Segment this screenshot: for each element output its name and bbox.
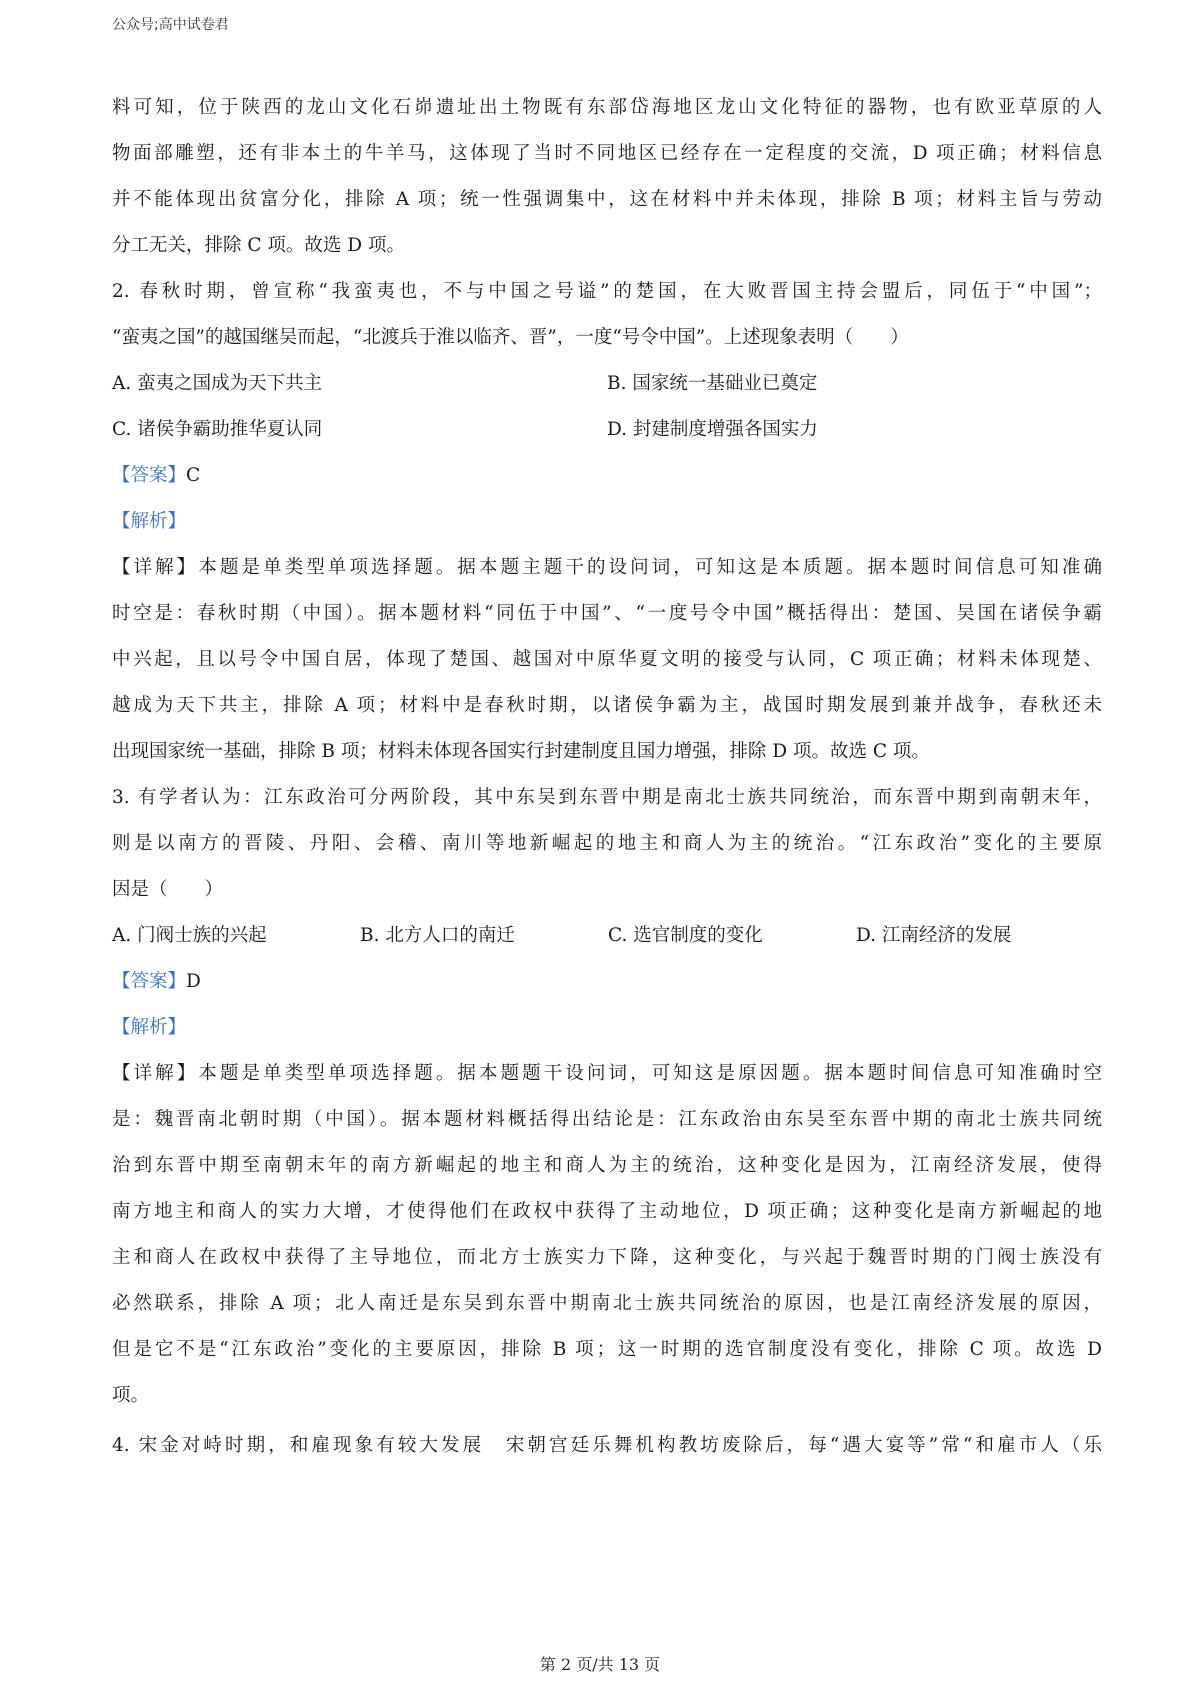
detail-tag: 【详解】 <box>112 1063 199 1084</box>
detail-line: 但是它不是“江东政治”变化的主要原因，排除 B 项；这一时期的选官制度没有变化，排除 C 项。故选 D <box>112 1339 1102 1360</box>
question-4 <box>112 1423 1102 1469</box>
text-line: 物面部雕塑，还有非本土的牛羊马，这体现了当时不同地区已经存在一定程度的交流，D 项正确；材料信息 <box>112 143 1102 164</box>
text-line: 并不能体现出贫富分化，排除 A 项；统一性强调集中，这在材料中并未体现，排除 B 项；材料主旨与劳动 <box>112 189 1102 210</box>
answer-tag: 【答案】 <box>112 465 187 486</box>
detail-line: 【详解】本题是单类型单项选择题。据本题主题干的设问词，可知这是本质题。据本题时间信息可知准确 <box>112 557 1102 578</box>
answer-value: C <box>186 465 201 486</box>
detail-line: 项。 <box>112 1385 150 1406</box>
answer-line <box>112 959 1102 1005</box>
detail-tag: 【详解】 <box>112 557 199 578</box>
option-list <box>112 361 1102 453</box>
option-b: B. 国家统一基础业已奠定 <box>607 373 818 394</box>
answer-tag: 【答案】 <box>112 971 187 992</box>
option-a: A. 蛮夷之国成为天下共主 <box>112 373 323 394</box>
question-stem: 3. 有学者认为：江东政治可分两阶段，其中东吴到东晋中期是南北士族共同统治，而东晋中期到南朝末年， <box>112 787 1102 808</box>
answer-line <box>112 453 1102 499</box>
detail-line: 南方地主和商人的实力大增，才使得他们在政权中获得了主动地位，D 项正确；这种变化是南方新崛起的地 <box>112 1201 1102 1222</box>
question-2 <box>112 269 1102 775</box>
question-stem: 2. 春秋时期，曾宣称“我蛮夷也，不与中国之号谥”的楚国，在大败晋国主持会盟后，同伍于“中国”； <box>112 281 1102 302</box>
text-line: 料可知，位于陕西的龙山文化石峁遗址出土物既有东部岱海地区龙山文化特征的器物，也有欧亚草原的人 <box>112 97 1102 118</box>
option-d: D. 封建制度增强各国实力 <box>607 419 818 440</box>
detail-line: 必然联系，排除 A 项；北人南迁是东吴到东晋中期南北士族共同统治的原因，也是江南经济发展的原因， <box>112 1293 1102 1314</box>
option-a: A. 门阀士族的兴起 <box>112 925 267 946</box>
detail-line: 越成为天下共主，排除 A 项；材料中是春秋时期，以诸侯争霸为主，战国时期发展到兼并战争，春秋还未 <box>112 695 1102 716</box>
detail-line: 出现国家统一基础，排除 B 项；材料未体现各国实行封建制度且国力增强，排除 D 项。故选 C 项。 <box>112 741 930 762</box>
answer-value: D <box>186 971 201 992</box>
question-stem: 因是（ ） <box>112 879 224 900</box>
question-stem: 4. 宋金对峙时期，和雇现象有较大发展 宋朝宫廷乐舞机构教坊废除后，每“遇大宴等”常“和雇市人（乐 <box>112 1435 1102 1456</box>
text-line: 分工无关，排除 C 项。故选 D 项。 <box>112 235 406 256</box>
page-number: 第 2 页/共 13 页 <box>539 1655 661 1674</box>
option-d: D. 江南经济的发展 <box>856 925 1012 946</box>
detail-line: 主和商人在政权中获得了主导地位，而北方士族实力下降，这种变化，与兴起于魏晋时期的门阀士族没有 <box>112 1247 1102 1268</box>
document-body <box>112 85 1102 1469</box>
question-stem: 则是以南方的晋陵、丹阳、会稽、南川等地新崛起的地主和商人为主的统治。“江东政治”变化的主要原 <box>112 833 1102 854</box>
detail-line: 中兴起，且以号令中国自居，体现了楚国、越国对中原华夏文明的接受与认同，C 项正确；材料未体现楚、 <box>112 649 1102 670</box>
option-list <box>112 913 1102 959</box>
question-3 <box>112 775 1102 1419</box>
detail-line: 时空是：春秋时期（中国）。据本题材料“同伍于中国”、“一度号令中国”概括得出：楚国、吴国在诸侯争霸 <box>112 603 1102 624</box>
detail-line: 【详解】本题是单类型单项选择题。据本题题干设问词，可知这是原因题。据本题时间信息可知准确时空 <box>112 1063 1102 1084</box>
analysis-heading: 【解析】 <box>112 1017 187 1038</box>
option-c: C. 诸侯争霸助推华夏认同 <box>112 419 323 440</box>
question-stem: “蛮夷之国”的越国继吴而起，“北渡兵于淮以临齐、晋”，一度“号令中国”。上述现象表明（ ） <box>112 327 909 348</box>
detail-line: 是：魏晋南北朝时期（中国）。据本题材料概括得出结论是：江东政治由东吴至东晋中期的南北士族共同统 <box>112 1109 1102 1130</box>
option-c: C. 选官制度的变化 <box>608 925 763 946</box>
source-header: 公众号;高中试卷君 <box>112 17 229 33</box>
option-b: B. 北方人口的南迁 <box>360 925 515 946</box>
analysis-heading: 【解析】 <box>112 511 187 532</box>
detail-line: 治到东晋中期至南朝末年的南方新崛起的地主和商人为主的统治，这种变化是因为，江南经济发展，使得 <box>112 1155 1102 1176</box>
q1-explanation <box>112 85 1102 269</box>
